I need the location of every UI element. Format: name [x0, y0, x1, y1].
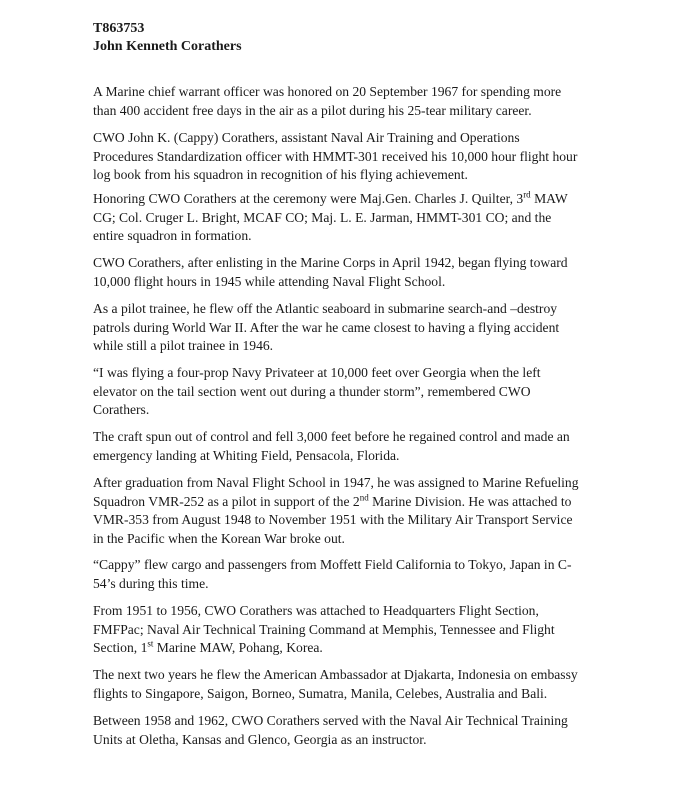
- paragraph-3: [93, 190, 673, 246]
- paragraph-12: [93, 712, 673, 749]
- line: 54’s during this time.: [93, 575, 209, 591]
- line: emergency landing at Whiting Field, Pensacola, Florida.: [93, 447, 400, 463]
- line: The next two years he flew the American Ambassador at Djakarta, Indonesia on embassy: [93, 667, 578, 682]
- line: The craft spun out of control and fell 3,000 feet before he regained control and made an: [93, 429, 570, 444]
- line: [93, 639, 673, 658]
- line-text: Section, 1: [93, 640, 148, 655]
- paragraph-8: [93, 474, 673, 548]
- line: “I was flying a four-prop Navy Privateer at 10,000 feet over Georgia when the left: [93, 365, 541, 380]
- line: “Cappy” flew cargo and passengers from Moffett Field California to Tokyo, Japan in C-: [93, 557, 572, 572]
- line: Corathers.: [93, 402, 150, 417]
- paragraph-5: [93, 300, 673, 356]
- document-id: T863753: [93, 21, 145, 36]
- line: flights to Singapore, Saigon, Borneo, Sumatra, Manila, Celebes, Australia and Bali.: [93, 685, 548, 701]
- line: CG; Col. Cruger L. Bright, MCAF CO; Maj. L. E. Jarman, HMMT-301 CO; and the: [93, 209, 552, 225]
- paragraph-11: [93, 666, 673, 703]
- line-text: Marine MAW, Pohang, Korea.: [153, 640, 323, 655]
- line-text: Honoring CWO Corathers at the ceremony were Maj.Gen. Charles J. Quilter, 3: [93, 191, 524, 206]
- paragraph-9: [93, 556, 673, 593]
- line-text: Squadron VMR-252 as a pilot in support of the 2: [93, 493, 360, 509]
- line: Between 1958 and 1962, CWO Corathers served with the Naval Air Technical Training: [93, 713, 568, 728]
- subject-name: John Kenneth Corathers: [93, 39, 242, 54]
- superscript: rd: [523, 189, 531, 200]
- line: Units at Oletha, Kansas and Glenco, Georgia as an instructor.: [93, 731, 427, 747]
- document-heading: [93, 20, 242, 56]
- line: CWO John K. (Cappy) Corathers, assistant Naval Air Training and Operations: [93, 130, 520, 145]
- line: patrols during World War II. After the war he came closest to having a flying accident: [93, 319, 560, 335]
- line-text: MAW: [530, 191, 568, 206]
- line: elevator on the tail section went out during a thunder storm”, remembered CWO: [93, 383, 531, 399]
- line: Procedures Standardization officer with HMMT-301 received his 10,000 hour flight hour: [93, 148, 578, 164]
- line: [93, 493, 673, 512]
- line: 10,000 flight hours in 1945 while attending Naval Flight School.: [93, 273, 446, 289]
- line: [93, 190, 673, 209]
- paragraph-10: [93, 602, 673, 658]
- line: After graduation from Naval Flight School in 1947, he was assigned to Marine Refueling: [93, 475, 579, 490]
- line: A Marine chief warrant officer was honored on 20 September 1967 for spending more: [93, 84, 562, 99]
- paragraph-1: [93, 83, 673, 120]
- line: FMFPac; Naval Air Technical Training Command at Memphis, Tennessee and Flight: [93, 621, 555, 637]
- line: than 400 accident free days in the air as a pilot during his 25-tear military career.: [93, 102, 532, 118]
- line: As a pilot trainee, he flew off the Atlantic seaboard in submarine search-and –destroy: [93, 301, 558, 316]
- line: VMR-353 from August 1948 to November 1951 with the Military Air Transport Service: [93, 512, 573, 527]
- line: entire squadron in formation.: [93, 228, 252, 243]
- superscript: st: [147, 638, 154, 649]
- paragraph-6: [93, 364, 673, 420]
- superscript: nd: [359, 491, 369, 502]
- line: From 1951 to 1956, CWO Corathers was attached to Headquarters Flight Section,: [93, 603, 539, 618]
- line: while still a pilot trainee in 1946.: [93, 338, 274, 353]
- line: log book from his squadron in recognition of his flying achievement.: [93, 167, 468, 182]
- paragraph-7: [93, 428, 673, 465]
- line-text: Marine Division. He was attached to: [368, 493, 572, 509]
- line: CWO Corathers, after enlisting in the Marine Corps in April 1942, began flying toward: [93, 255, 568, 270]
- line: in the Pacific when the Korean War broke out.: [93, 530, 345, 546]
- paragraph-4: [93, 254, 673, 291]
- paragraph-2: [93, 129, 673, 185]
